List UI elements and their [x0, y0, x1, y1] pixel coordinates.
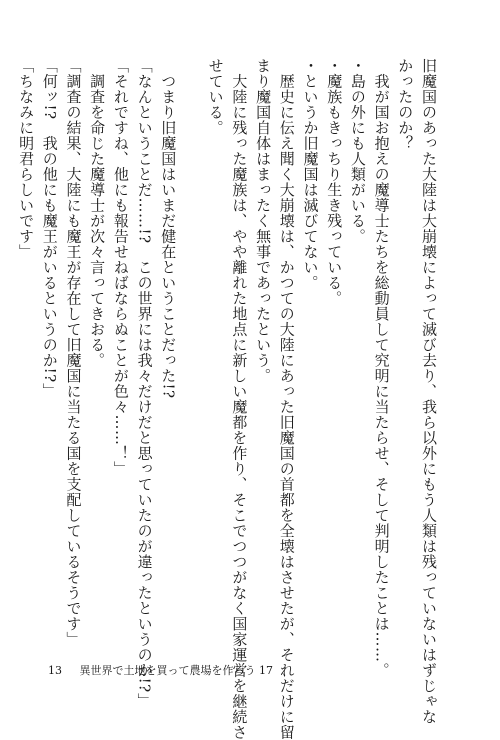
text-line-7: 歴史に伝え聞く大崩壊は、かつての大陸にあった旧魔国の首都を全壊はさせたが、それだけに留 [277, 58, 296, 740]
text-line-16: 「何ッ!? 我の他にも魔王がいるというのか!?」 [40, 58, 59, 399]
text-line-10: せている。 [206, 58, 225, 136]
page-number: 13 [48, 664, 62, 677]
text-line-9: 大陸に残った魔族は、やや離れた地点に新しい魔都を作り、そこでつつがなく国家運営を継続さ [230, 58, 249, 740]
text-line-3: 我が国お抱えの魔導士たちを総動員して究明に当たらせ、そして判明したことは……。 [372, 58, 391, 678]
blank-line [179, 58, 203, 643]
text-line-13: 「それですね、他にも報告せねばならぬことが色々……！」 [111, 58, 130, 477]
text-line-5: ・魔族もきっちり生き残っている。 [325, 58, 344, 306]
text-line-6: ・というか旧魔国は滅びてない。 [301, 58, 320, 291]
text-line-15: 「調査の結果、大陸にも魔王が存在して旧魔国に当たる国を支配しているそうです」 [64, 58, 83, 647]
page-footer [48, 662, 273, 678]
text-line-11: つまり旧魔国はいまだ健在ということだった!? [159, 58, 178, 399]
text-line-2: かったのか？ [396, 58, 415, 151]
text-line-14: 調査を命じた魔導士が次々言ってきおる。 [88, 58, 107, 368]
text-line-4: ・島の外にも人類がいる。 [348, 58, 367, 244]
text-line-17: 「ちなみに明君らしいです」 [17, 58, 36, 260]
text-line-12: 「なんということだ……!? この世界には我々だけだと思っていたのが違ったというのか!?」 [135, 58, 154, 709]
book-title: 異世界で土地を買って農場を作ろう 17 [79, 664, 273, 677]
text-line-8: まり魔国自体はまったく無事であったという。 [254, 58, 273, 384]
text-line-1: 旧魔国のあった大陸は大崩壊によって滅び去り、我ら以外にもう人類は残っていないはずじゃな [420, 58, 438, 725]
